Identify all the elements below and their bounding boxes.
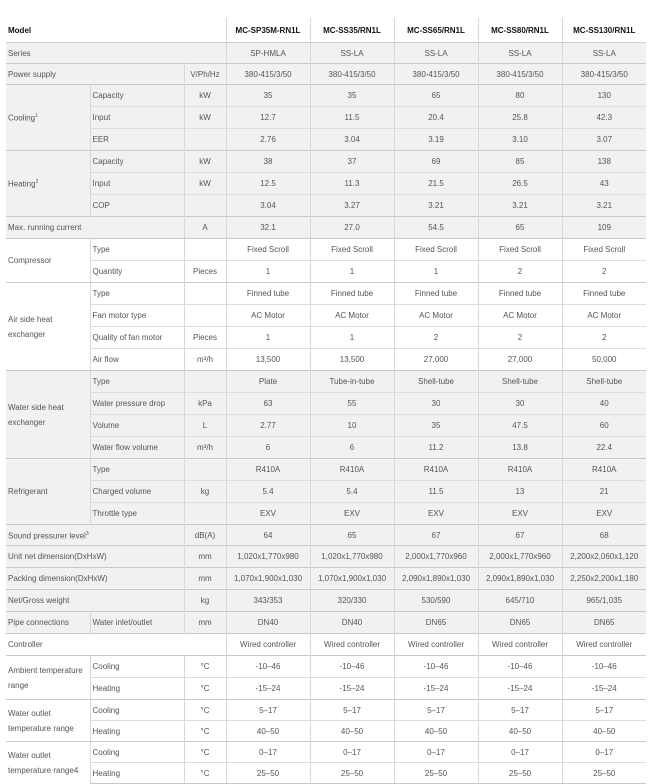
cell: 3.04 (226, 195, 310, 217)
cell: 38 (226, 151, 310, 173)
row-group-label (6, 151, 90, 217)
cell: 2,090x1,890x1,030 (478, 568, 562, 590)
cell: 380-415/3/50 (310, 64, 394, 85)
sub-label: Type (90, 459, 184, 481)
sub-label: Type (90, 371, 184, 393)
sub-label: Input (90, 173, 184, 195)
cell: 5–17 (310, 700, 394, 721)
cell: 5–17 (478, 700, 562, 721)
table-row (6, 415, 646, 437)
table-row (6, 239, 646, 261)
table-row (6, 64, 646, 85)
row-label: Packing dimension(DxHxW) (6, 568, 184, 590)
table-row (6, 481, 646, 503)
cell: 30 (478, 393, 562, 415)
model-name: MC-SS130/RN1L (562, 18, 646, 43)
cell: 37 (310, 151, 394, 173)
unit: mm (184, 612, 226, 634)
cell: 26.5 (478, 173, 562, 195)
sub-label: Fan motor type (90, 305, 184, 327)
cell: Fixed Scroll (310, 239, 394, 261)
table-row (6, 503, 646, 525)
unit: kW (184, 85, 226, 107)
cell: R410A (478, 459, 562, 481)
sub-label: Heating (90, 763, 184, 784)
cell: 0–17 (562, 742, 646, 763)
sub-label: COP (90, 195, 184, 217)
cell: AC Motor (478, 305, 562, 327)
row-group-label: Water side heat exchanger (6, 371, 90, 459)
table-row (6, 85, 646, 107)
table-row (6, 721, 646, 742)
unit: °C (184, 742, 226, 763)
cell: 25–50 (226, 763, 310, 784)
footnote-marker: 3 (85, 530, 89, 537)
sub-label: Type (90, 239, 184, 261)
cell: 13,500 (226, 349, 310, 371)
cell: Wired controller (226, 634, 310, 656)
cell: 40–50 (394, 721, 478, 742)
sub-label: Type (90, 283, 184, 305)
unit: °C (184, 763, 226, 784)
cell: 25–50 (562, 763, 646, 784)
cell: 3.21 (478, 195, 562, 217)
group-label-text: Cooling (8, 113, 36, 123)
cell: 35 (394, 415, 478, 437)
table-row (6, 634, 646, 656)
unit: kPa (184, 393, 226, 415)
row-group-label: Water outlet temperature range4 (6, 742, 90, 784)
table-row (6, 349, 646, 371)
cell: EXV (310, 503, 394, 525)
cell: 138 (562, 151, 646, 173)
unit: °C (184, 678, 226, 700)
unit: °C (184, 721, 226, 742)
cell: 3.21 (394, 195, 478, 217)
sub-label: Volume (90, 415, 184, 437)
table-row (6, 283, 646, 305)
cell: DN65 (562, 612, 646, 634)
cell: 530/590 (394, 590, 478, 612)
unit: kg (184, 481, 226, 503)
cell: 1,070x1,900x1,030 (310, 568, 394, 590)
cell: 55 (310, 393, 394, 415)
table-row (6, 305, 646, 327)
unit: Pieces (184, 261, 226, 283)
table-row (6, 590, 646, 612)
row-label (6, 525, 184, 546)
cell: 2 (562, 261, 646, 283)
row-label: Controller (6, 634, 226, 656)
sub-label: Quantity (90, 261, 184, 283)
cell: -15–24 (394, 678, 478, 700)
cell: 1 (310, 327, 394, 349)
cell: 22.4 (562, 437, 646, 459)
cell: 54.5 (394, 217, 478, 239)
cell: Shell-tube (562, 371, 646, 393)
table-row (6, 151, 646, 173)
cell: AC Motor (562, 305, 646, 327)
cell: 67 (478, 525, 562, 546)
unit: Pieces (184, 327, 226, 349)
table-row (6, 437, 646, 459)
model-name: MC-SP35M-RN1L (226, 18, 310, 43)
cell: R410A (394, 459, 478, 481)
table-row (6, 217, 646, 239)
sub-label: Charged volume (90, 481, 184, 503)
row-group-label (6, 85, 90, 151)
cell: 13 (478, 481, 562, 503)
cell: 40 (562, 393, 646, 415)
cell: Finned tube (226, 283, 310, 305)
row-label: Series (6, 43, 226, 64)
table-row (6, 393, 646, 415)
cell: 3.19 (394, 129, 478, 151)
cell: 40–50 (478, 721, 562, 742)
table-row (6, 327, 646, 349)
unit: A (184, 217, 226, 239)
footnote-marker: 1 (35, 113, 38, 120)
row-label: Max. running current (6, 217, 184, 239)
row-label: Net/Gross weight (6, 590, 184, 612)
sub-label: Input (90, 107, 184, 129)
cell: SS-LA (310, 43, 394, 64)
cell: 69 (394, 151, 478, 173)
cell: 85 (478, 151, 562, 173)
cell: 13.8 (478, 437, 562, 459)
cell: 10 (310, 415, 394, 437)
unit: kW (184, 173, 226, 195)
table-row (6, 129, 646, 151)
unit: kW (184, 151, 226, 173)
sub-label: Cooling (90, 700, 184, 721)
cell: 1 (226, 261, 310, 283)
cell: Finned tube (562, 283, 646, 305)
table-row (6, 107, 646, 129)
sub-label: Capacity (90, 85, 184, 107)
cell: Fixed Scroll (394, 239, 478, 261)
cell: 0–17 (310, 742, 394, 763)
table-row (6, 763, 646, 784)
unit: V/Ph/Hz (184, 64, 226, 85)
model-name: MC-SS65/RN1L (394, 18, 478, 43)
cell: SP-HMLA (226, 43, 310, 64)
cell: 320/330 (310, 590, 394, 612)
cell: DN65 (394, 612, 478, 634)
cell: Finned tube (478, 283, 562, 305)
cell: 40–50 (562, 721, 646, 742)
cell: 21.5 (394, 173, 478, 195)
model-name: MC-SS80/RN1L (478, 18, 562, 43)
cell: 3.07 (562, 129, 646, 151)
sub-label: Water inlet/outlet (90, 612, 184, 634)
unit: L (184, 415, 226, 437)
table-row (6, 612, 646, 634)
cell: Wired controller (394, 634, 478, 656)
cell: 11.3 (310, 173, 394, 195)
cell: 0–17 (394, 742, 478, 763)
unit: m³/h (184, 349, 226, 371)
cell: SS-LA (562, 43, 646, 64)
cell: 2.76 (226, 129, 310, 151)
cell: EXV (394, 503, 478, 525)
cell: 0–17 (226, 742, 310, 763)
unit (184, 503, 226, 525)
cell: -10–46 (310, 656, 394, 678)
cell: 343/353 (226, 590, 310, 612)
cell: EXV (226, 503, 310, 525)
cell: 43 (562, 173, 646, 195)
cell: 68 (562, 525, 646, 546)
cell: 67 (394, 525, 478, 546)
cell: 2,000x1,770x960 (478, 546, 562, 568)
cell: 50,000 (562, 349, 646, 371)
table-row (6, 700, 646, 721)
model-label: Model (6, 18, 226, 43)
cell: Tube-in-tube (310, 371, 394, 393)
sub-label: Quality of fan motor (90, 327, 184, 349)
cell: 13,500 (310, 349, 394, 371)
unit (184, 129, 226, 151)
cell: AC Motor (226, 305, 310, 327)
cell: 65 (310, 525, 394, 546)
cell: 5–17 (562, 700, 646, 721)
cell: -15–24 (478, 678, 562, 700)
cell: 2 (394, 327, 478, 349)
cell: 2.77 (226, 415, 310, 437)
row-group-label: Compressor (6, 239, 90, 283)
cell: 5.4 (226, 481, 310, 503)
cell: SS-LA (478, 43, 562, 64)
cell: 20.4 (394, 107, 478, 129)
sub-label: Cooling (90, 742, 184, 763)
cell: 6 (226, 437, 310, 459)
cell: 25–50 (310, 763, 394, 784)
cell: 2,200x2,060x1,120 (562, 546, 646, 568)
cell: 1,070x1,900x1,030 (226, 568, 310, 590)
cell: 27,000 (478, 349, 562, 371)
cell: 40–50 (226, 721, 310, 742)
unit (184, 305, 226, 327)
spec-table (6, 18, 646, 784)
cell: Shell-tube (478, 371, 562, 393)
cell: 2,250x2,200x1,180 (562, 568, 646, 590)
unit: °C (184, 656, 226, 678)
sub-label: Heating (90, 721, 184, 742)
cell: 27.0 (310, 217, 394, 239)
unit: dB(A) (184, 525, 226, 546)
cell: 1 (310, 261, 394, 283)
cell: 109 (562, 217, 646, 239)
cell: Fixed Scroll (478, 239, 562, 261)
row-group-label: Air side heat exchanger (6, 283, 90, 371)
cell: 21 (562, 481, 646, 503)
unit: m³/h (184, 437, 226, 459)
unit: °C (184, 700, 226, 721)
unit (184, 371, 226, 393)
cell: Finned tube (394, 283, 478, 305)
cell: Fixed Scroll (226, 239, 310, 261)
sub-label: Heating (90, 678, 184, 700)
cell: 42.3 (562, 107, 646, 129)
row-group-label: Refrigerant (6, 459, 90, 525)
cell: 645/710 (478, 590, 562, 612)
cell: 1,020x1,770x980 (310, 546, 394, 568)
unit: mm (184, 568, 226, 590)
cell: 25–50 (394, 763, 478, 784)
table-row (6, 371, 646, 393)
unit: kW (184, 107, 226, 129)
sub-label: Air flow (90, 349, 184, 371)
cell: 65 (394, 85, 478, 107)
cell: EXV (478, 503, 562, 525)
cell: 60 (562, 415, 646, 437)
cell: Fixed Scroll (562, 239, 646, 261)
cell: Wired controller (478, 634, 562, 656)
cell: 380-415/3/50 (394, 64, 478, 85)
cell: DN40 (310, 612, 394, 634)
model-name: MC-SS35/RN1L (310, 18, 394, 43)
unit (184, 239, 226, 261)
table-row (6, 459, 646, 481)
cell: 30 (394, 393, 478, 415)
cell: 2,000x1,770x960 (394, 546, 478, 568)
table-row (6, 546, 646, 568)
cell: 3.04 (310, 129, 394, 151)
table-row (6, 43, 646, 64)
cell: -15–24 (226, 678, 310, 700)
table-row (6, 742, 646, 763)
row-label: Pipe connections (6, 612, 90, 634)
table-row (6, 173, 646, 195)
cell: -10–46 (562, 656, 646, 678)
header-row (6, 18, 646, 43)
cell: 6 (310, 437, 394, 459)
group-label-text: Heating (8, 179, 36, 189)
table-row (6, 195, 646, 217)
cell: R410A (562, 459, 646, 481)
cell: 12.5 (226, 173, 310, 195)
row-group-label: Water outlet temperature range (6, 700, 90, 742)
sub-label: Throttle type (90, 503, 184, 525)
cell: 27,000 (394, 349, 478, 371)
cell: 2 (478, 327, 562, 349)
cell: AC Motor (310, 305, 394, 327)
cell: 1 (394, 261, 478, 283)
cell: SS-LA (394, 43, 478, 64)
cell: Wired controller (562, 634, 646, 656)
cell: 11.2 (394, 437, 478, 459)
cell: 35 (310, 85, 394, 107)
cell: 5.4 (310, 481, 394, 503)
cell: Finned tube (310, 283, 394, 305)
cell: 65 (478, 217, 562, 239)
cell: 64 (226, 525, 310, 546)
cell: R410A (310, 459, 394, 481)
cell: 63 (226, 393, 310, 415)
sub-label: Cooling (90, 656, 184, 678)
row-label: Power supply (6, 64, 184, 85)
unit: mm (184, 546, 226, 568)
sub-label: EER (90, 129, 184, 151)
cell: 25–50 (478, 763, 562, 784)
cell: 25.8 (478, 107, 562, 129)
cell: -15–24 (310, 678, 394, 700)
cell: 40–50 (310, 721, 394, 742)
cell: -10–46 (226, 656, 310, 678)
cell: 2 (562, 327, 646, 349)
sub-label: Capacity (90, 151, 184, 173)
table-row (6, 261, 646, 283)
unit: kg (184, 590, 226, 612)
cell: 2 (478, 261, 562, 283)
sub-label: Water flow volume (90, 437, 184, 459)
table-row (6, 568, 646, 590)
cell: R410A (226, 459, 310, 481)
table-row (6, 525, 646, 546)
cell: Shell-tube (394, 371, 478, 393)
cell: 11.5 (310, 107, 394, 129)
footnote-marker: 2 (35, 179, 39, 186)
cell: 5–17 (394, 700, 478, 721)
cell: 3.10 (478, 129, 562, 151)
row-label: Unit net dimension(DxHxW) (6, 546, 184, 568)
cell: 130 (562, 85, 646, 107)
table-row (6, 656, 646, 678)
cell: 35 (226, 85, 310, 107)
row-label-text: Sound pressurer level (8, 531, 86, 541)
cell: AC Motor (394, 305, 478, 327)
cell: -15–24 (562, 678, 646, 700)
cell: 965/1,035 (562, 590, 646, 612)
cell: 11.5 (394, 481, 478, 503)
cell: DN40 (226, 612, 310, 634)
sub-label: Water pressure drop (90, 393, 184, 415)
cell: 47.5 (478, 415, 562, 437)
row-group-label: Ambient temperature range (6, 656, 90, 700)
cell: 32.1 (226, 217, 310, 239)
cell: -10–46 (478, 656, 562, 678)
unit (184, 195, 226, 217)
cell: -10–46 (394, 656, 478, 678)
cell: 380-415/3/50 (478, 64, 562, 85)
cell: 380-415/3/50 (562, 64, 646, 85)
cell: 1 (226, 327, 310, 349)
cell: 1,020x1,770x980 (226, 546, 310, 568)
cell: 5–17 (226, 700, 310, 721)
cell: 12.7 (226, 107, 310, 129)
unit (184, 459, 226, 481)
cell: DN65 (478, 612, 562, 634)
cell: 2,090x1,890x1,030 (394, 568, 478, 590)
cell: 3.21 (562, 195, 646, 217)
cell: EXV (562, 503, 646, 525)
cell: 80 (478, 85, 562, 107)
unit (184, 283, 226, 305)
table-row (6, 678, 646, 700)
cell: 380-415/3/50 (226, 64, 310, 85)
cell: 3.27 (310, 195, 394, 217)
cell: 0–17 (478, 742, 562, 763)
cell: Plate (226, 371, 310, 393)
cell: Wired controller (310, 634, 394, 656)
